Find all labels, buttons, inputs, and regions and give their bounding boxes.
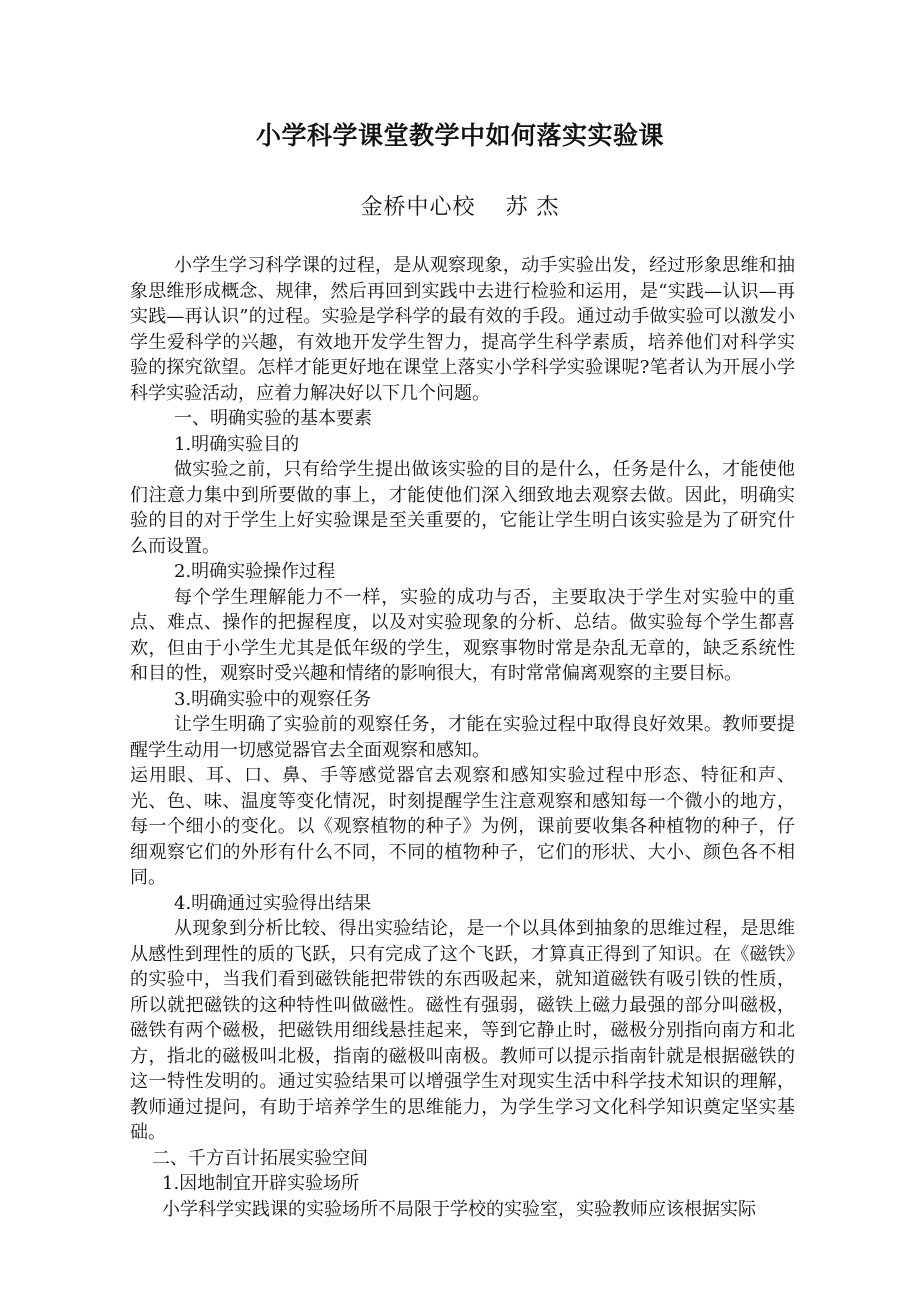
paragraph-1-3b: 运用眼、耳、口、鼻、手等感觉器官去观察和感知实验过程中形态、特征和声、光、色、味、温度等变化情况，时刻提醒学生注意观察和感知每一个微小的地方，每一个细小的变化。以《观察植物的种子》为例，课前要收集各种植物的种子，仔细观察它们的外形有什么不同，不同的植物种子，它们的形状、大小、颜色各不相同。 [130, 765, 795, 888]
paragraph-1-3a: 让学生明确了实验前的观察任务，才能在实验过程中取得良好效果。教师要提醒学生动用一切感觉器官去全面观察和感知。 [130, 714, 795, 761]
subheading-1-3: 3.明确实验中的观察任务 [174, 688, 372, 710]
subheading-1-4: 4.明确通过实验得出结果 [174, 892, 372, 914]
paragraph-2-1: 小学科学实践课的实验场所不局限于学校的实验室，实验教师应该根据实际 [162, 1198, 756, 1220]
author-school: 金桥中心校 [360, 195, 476, 220]
section-heading-2: 二、千方百计拓展实验空间 [152, 1147, 368, 1169]
author-name: 苏 杰 [505, 195, 560, 220]
document-body [130, 253, 795, 1222]
document-title: 小学科学课堂教学中如何落实实验课 [255, 121, 664, 150]
author-line [0, 190, 920, 221]
subheading-1-1: 1.明确实验目的 [174, 433, 300, 455]
subheading-2-1: 1.因地制宜开辟实验场所 [162, 1173, 360, 1194]
intro-paragraph: 小学生学习科学课的过程，是从观察现象，动手实验出发，经过形象思维和抽象思维形成概念、规律，然后再回到实践中去进行检验和运用，是“实践—认识—再实践—再认识”的过程。实验是学科学的最有效的手段。通过动手做实验可以激发小学生爱科学的兴趣，有效地开发学生智力，提高学生科学素质，培养他们对科学实验的探究欲望。怎样才能更好地在课堂上落实小学科学实验课呢?笔者认为开展小学科学实验活动，应着力解决好以下几个问题。 [130, 255, 795, 404]
subheading-1-2: 2.明确实验操作过程 [174, 561, 336, 582]
section-heading-1: 一、明确实验的基本要素 [174, 408, 372, 429]
paragraph-1-2: 每个学生理解能力不一样，实验的成功与否，主要取决于学生对实验中的重点、难点、操作的把握程度，以及对实验现象的分析、总结。做实验每个学生都喜欢，但由于小学生尤其是低年级的学生，观察事物时常是杂乱无章的，缺乏系统性和目的性，观察时受兴趣和情绪的影响很大，有时常常偏离观察的主要目标。 [130, 586, 795, 684]
paragraph-1-4: 从现象到分析比较、得出实验结论，是一个以具体到抽象的思维过程，是思维从感性到理性的质的飞跃，只有完成了这个飞跃，才算真正得到了知识。在《磁铁》的实验中，当我们看到磁铁能把带铁的东西吸起来，就知道磁铁有吸引铁的性质，所以就把磁铁的这种特性叫做磁性。磁性有强弱，磁铁上磁力最强的部分叫磁极，磁铁有两个磁极，把磁铁用细线悬挂起来，等到它静止时，磁极分别指向南方和北方，指北的磁极叫北极，指南的磁极叫南极。教师可以提示指南针就是根据磁铁的这一特性发明的。通过实验结果可以增强学生对现实生活中科学技术知识的理解，教师通过提问，有助于培养学生的思维能力，为学生学习文化科学知识奠定坚实基础。 [130, 918, 795, 1143]
paragraph-1-1: 做实验之前，只有给学生提出做该实验的目的是什么，任务是什么，才能使他们注意力集中到所要做的事上，才能使他们深入细致地去观察去做。因此，明确实验的目的对于学生上好实验课是至关重要的，它能让学生明白该实验是为了研究什么而设置。 [130, 459, 795, 557]
